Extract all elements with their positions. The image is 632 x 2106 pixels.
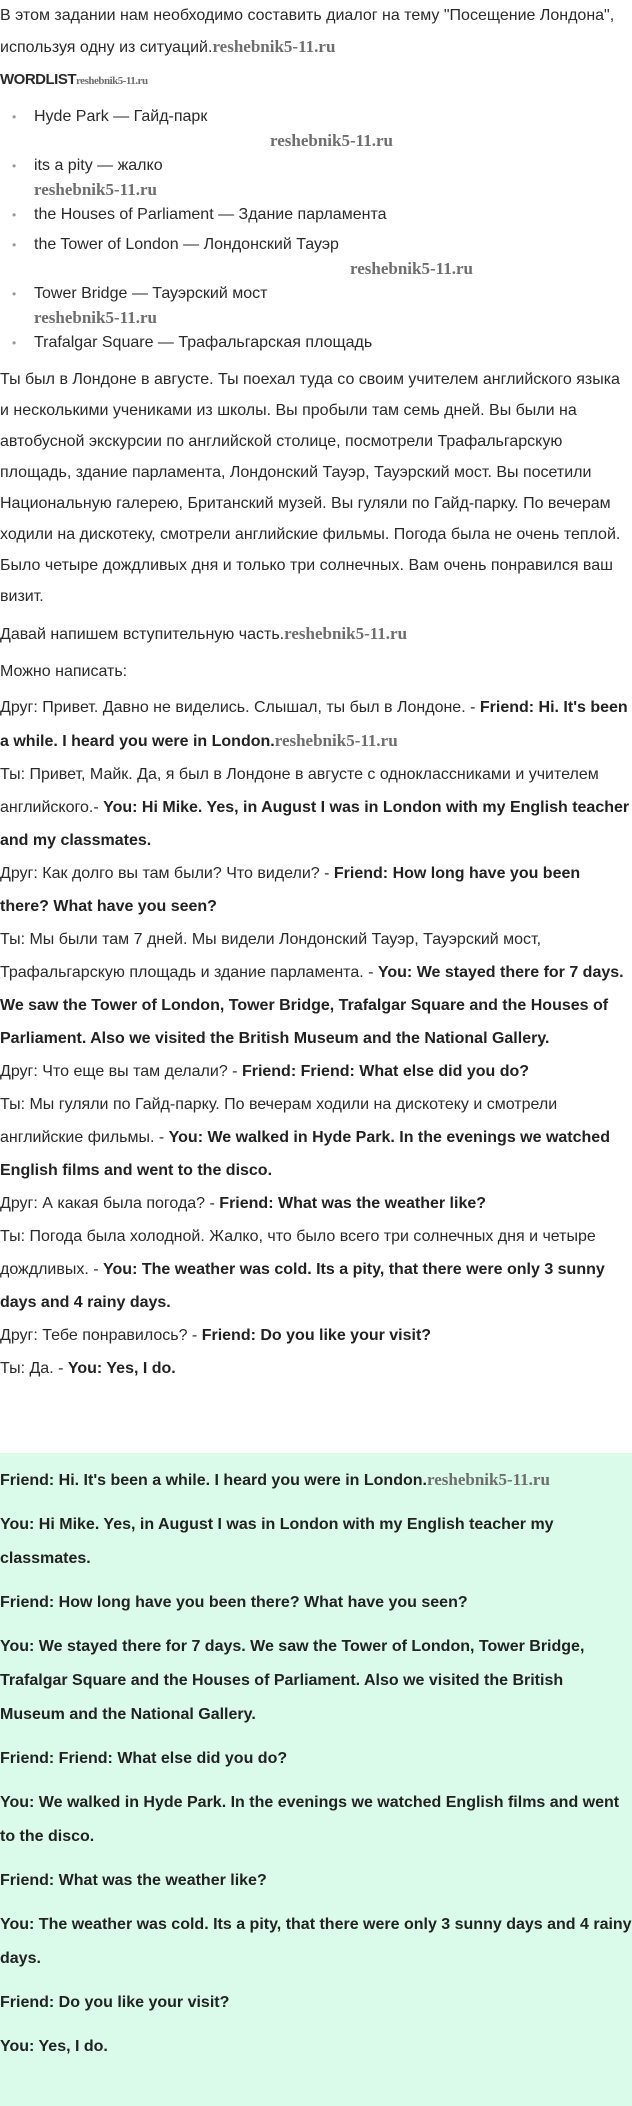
dialog-ru: Ты: Погода была холодной. Жалко, что было всего три солнечных дня и четыре дождливых. -	[0, 1228, 596, 1278]
dialog-line	[0, 1319, 632, 1352]
final-dialog-line: You: The weather was cold. Its a pity, that there were only 3 sunny days and 4 rainy days.	[0, 1916, 632, 1967]
list-item: • its a pity — жалко	[30, 151, 632, 181]
dialog-en: You: We walked in Hyde Park. In the evenings we watched English films and went to the disco.	[0, 1129, 610, 1179]
intro-text: В этом задании нам необходимо составить диалог на тему "Посещение Лондона", используя одну из ситуаций.	[0, 7, 615, 56]
watermark: reshebnik5-11.ru	[270, 131, 393, 150]
dialog-line	[0, 857, 632, 923]
can-write-label: Можно написать:	[0, 663, 128, 680]
wordlist-title: WORDLIST	[0, 71, 76, 88]
dialog-line	[0, 923, 632, 1055]
watermark: reshebnik5-11.ru	[350, 259, 473, 278]
dialog-en: Friend: How long have you been there? What have you seen?	[0, 865, 581, 915]
wordlist	[0, 102, 632, 358]
final-dialog-line: You: Hi Mike. Yes, in August I was in London with my English teacher my classmates.	[0, 1516, 554, 1567]
final-dialog-block	[0, 1453, 632, 2106]
final-dialog-line: Friend: Do you like your visit?	[0, 1994, 230, 2011]
situation-paragraph: Ты был в Лондоне в августе. Ты поехал туда со своим учителем английского языка и несколькими учениками из школы. Вы пробыли там семь дней. Вы были на автобусной экскурсии по английской столице, посмотрели Трафальгарскую площадь, здание парламента, Лондонский Тауэр, Тауэрский мост. Вы посетили Национальную галерею, Британский музей. Вы гуляли по Гайд-парку. По вечерам ходили на дискотеку, смотрели английские фильмы. Погода была не очень теплой. Было четыре дождливых дня и только три солнечных. Вам очень понравился ваш визит.	[0, 371, 621, 605]
watermark: reshebnik5-11.ru	[212, 37, 336, 56]
list-item: • the Houses of Parliament — Здание парламента	[30, 200, 632, 230]
list-item: • Trafalgar Square — Трафальгарская площадь	[30, 328, 632, 358]
watermark: reshebnik5-11.ru	[34, 308, 157, 327]
dialog-en: Friend: Hi. It's been a while. I heard you were in London.	[0, 699, 628, 750]
dialog-ru: Ты: Мы гуляли по Гайд-парку. По вечерам ходили на дискотеку и смотрели английские фильмы. -	[0, 1096, 558, 1146]
watermark-row	[30, 309, 632, 328]
watermark-row	[30, 260, 632, 279]
dialog-ru: Ты: Да. -	[0, 1360, 68, 1377]
dialog-ru: Друг: Как долго вы там были? Что видели? -	[0, 865, 334, 882]
watermark: reshebnik5-11.ru	[284, 624, 408, 643]
dialog-ru: Ты: Привет, Майк. Да, я был в Лондоне в августе с одноклассниками и учителем английского.-	[0, 766, 599, 816]
list-item: • Hyde Park — Гайд-парк	[30, 102, 632, 132]
dialog-ru: Друг: Тебе понравилось? -	[0, 1327, 202, 1344]
dialog-ru: Друг: Что еще вы там делали? -	[0, 1063, 242, 1080]
lead-paragraph	[0, 618, 632, 650]
list-item: • the Tower of London — Лондонский Тауэр	[30, 230, 632, 260]
watermark-row	[30, 132, 632, 151]
dialog-line	[0, 1220, 632, 1319]
final-dialog-line: Friend: How long have you been there? What have you seen?	[0, 1594, 468, 1611]
dialog-en: Friend: What was the weather like?	[219, 1195, 487, 1212]
dialog-ru: Друг: А какая была погода? -	[0, 1195, 220, 1212]
watermark: reshebnik5-11.ru	[274, 731, 398, 750]
dialog-line	[0, 691, 632, 758]
dialog-en: You: Hi Mike. Yes, in August I was in London with my English teacher and my classmates.	[0, 799, 630, 849]
dialog-en: You: The weather was cold. Its a pity, that there were only 3 sunny days and 4 rainy days.	[0, 1261, 605, 1311]
dialog-line	[0, 1088, 632, 1187]
lead-text: Давай напишем вступительную часть.	[0, 626, 285, 643]
dialog-en: You: Yes, I do.	[67, 1360, 176, 1377]
dialog-ru: Друг: Привет. Давно не виделись. Слышал, ты был в Лондоне. -	[0, 699, 480, 716]
final-dialog-line	[0, 1463, 632, 1498]
final-dialog-line: You: We stayed there for 7 days. We saw the Tower of London, Tower Bridge, Trafalgar Square and the Houses of Parliament. Also we visited the British Museum and the National Gallery.	[0, 1638, 585, 1723]
dialog-ru: Ты: Мы были там 7 дней. Мы видели Лондонский Тауэр, Тауэрский мост, Трафальгарскую площадь и здание парламента. -	[0, 931, 542, 981]
dialog-line	[0, 1187, 632, 1220]
final-dialog-line: Friend: Friend: What else did you do?	[0, 1750, 288, 1767]
final-dialog-line: You: We walked in Hyde Park. In the evenings we watched English films and went to the disco.	[0, 1794, 620, 1845]
dialog-en: Friend: Do you like your visit?	[201, 1327, 432, 1344]
watermark: reshebnik5-11.ru	[34, 180, 157, 199]
final-dialog-line: Friend: What was the weather like?	[0, 1872, 267, 1889]
watermark: reshebnik5-11.ru	[426, 1470, 550, 1489]
dialog-line	[0, 758, 632, 857]
dialog-line	[0, 1352, 632, 1385]
bilingual-dialog	[0, 691, 632, 1385]
dialog-en: You: We stayed there for 7 days. We saw the Tower of London, Tower Bridge, Trafalgar Square and the Houses of Parliament. Also we visited the British Museum and the National Gallery.	[0, 964, 624, 1047]
intro-paragraph	[0, 0, 632, 63]
list-item: • Tower Bridge — Тауэрский мост	[30, 279, 632, 309]
wordlist-heading	[0, 65, 632, 96]
dialog-line	[0, 1055, 632, 1088]
final-dialog-line: You: Yes, I do.	[0, 2038, 108, 2055]
final-dialog-text: Friend: Hi. It's been a while. I heard you were in London.	[0, 1472, 427, 1489]
watermark-row	[30, 181, 632, 200]
dialog-en: Friend: Friend: What else did you do?	[241, 1063, 530, 1080]
watermark: reshebnik5-11.ru	[76, 75, 148, 87]
